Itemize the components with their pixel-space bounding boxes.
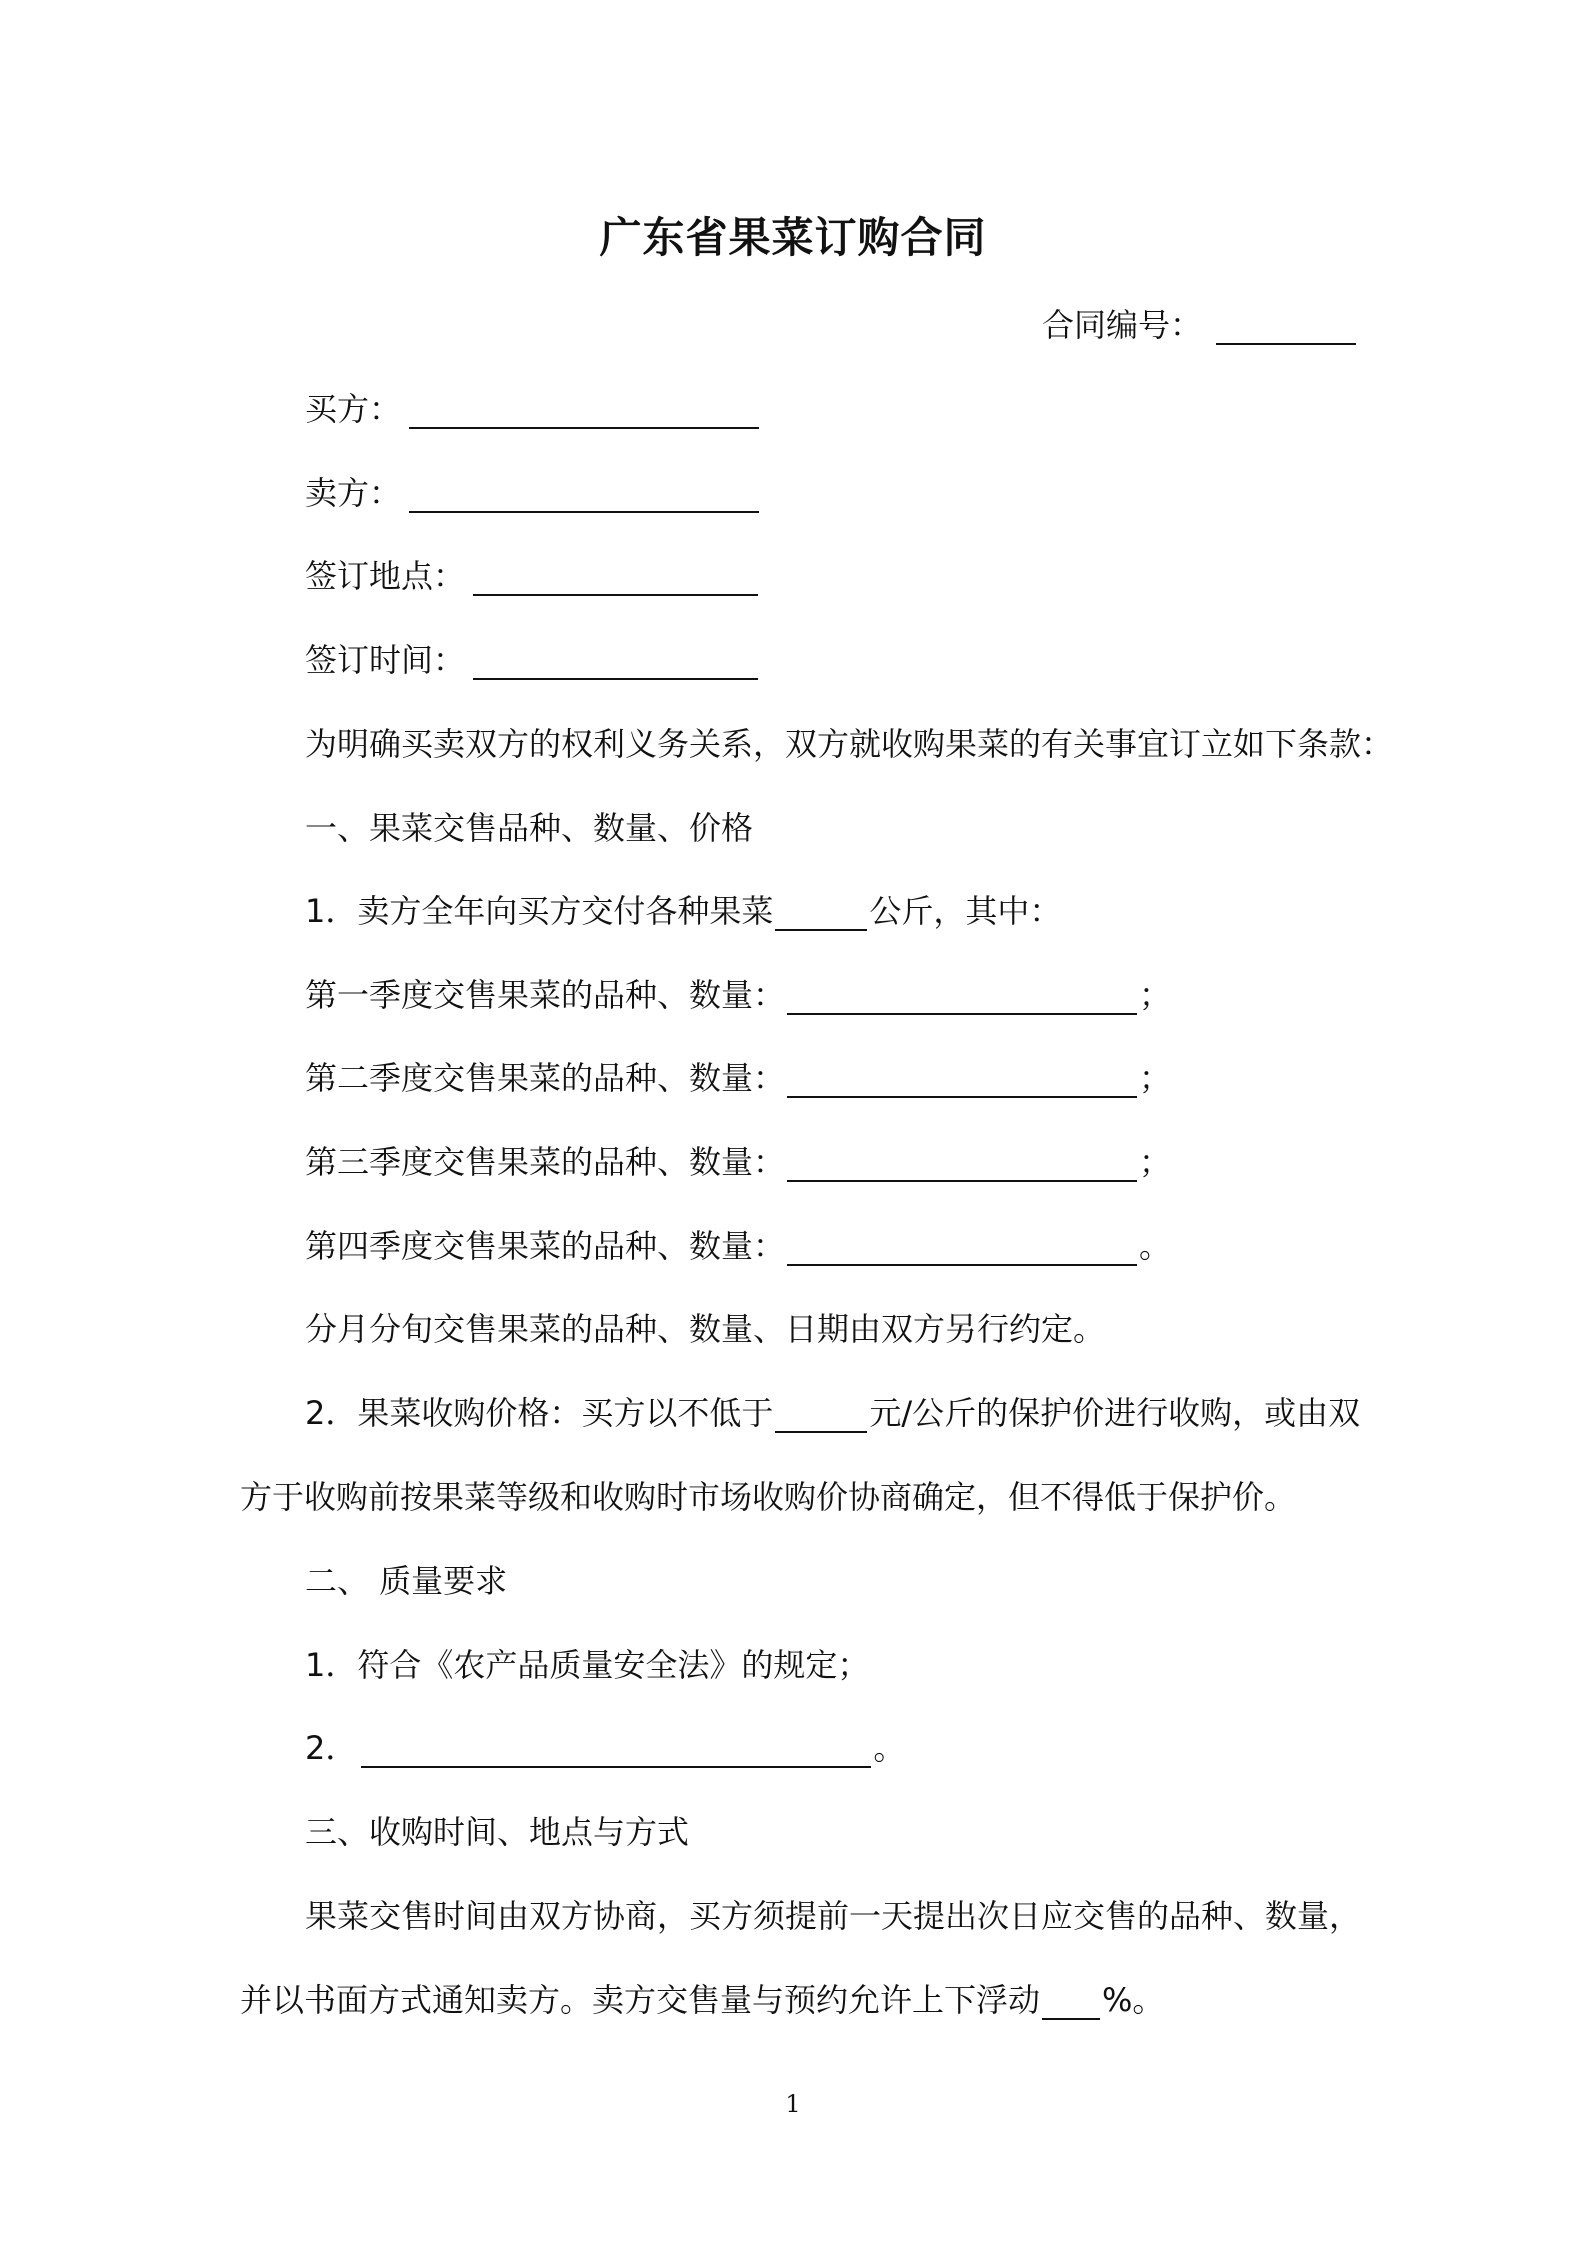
- contract-number-row: [1042, 305, 1358, 345]
- s3-para-2-text: 并以书面方式通知卖方。卖方交售量与预约允许上下浮动: [240, 1981, 1041, 2019]
- q4-blank[interactable]: [787, 1228, 1137, 1266]
- sign-time-row: [305, 640, 760, 680]
- buyer-label: 买方：: [305, 390, 402, 428]
- q1-blank[interactable]: [787, 977, 1137, 1015]
- item-2-text: 2．果菜收购价格：买方以不低于: [305, 1394, 774, 1432]
- q2-end: ；: [1139, 1059, 1172, 1097]
- item-1-unit: 公斤，其中：: [869, 892, 1062, 930]
- float-percent-blank[interactable]: [1042, 1982, 1100, 2020]
- q2-row: [305, 1058, 1171, 1098]
- q1-row: [305, 975, 1171, 1015]
- q3-blank[interactable]: [787, 1144, 1137, 1182]
- section-1-heading: 一、果菜交售品种、数量、价格: [305, 809, 754, 847]
- quality-requirement-blank[interactable]: [361, 1730, 871, 1768]
- page-number: 1: [785, 2090, 801, 2118]
- section-1-item-1: [305, 891, 1061, 931]
- seller-blank[interactable]: [409, 475, 759, 513]
- q2-blank[interactable]: [787, 1060, 1137, 1098]
- section-2-item-2: [305, 1728, 905, 1768]
- buyer-row: [305, 389, 761, 429]
- q4-row: [305, 1226, 1171, 1266]
- sign-place-row: [305, 556, 760, 596]
- sign-time-label: 签订时间：: [305, 641, 466, 679]
- contract-number-label: 合同编号：: [1042, 306, 1203, 344]
- q4-label: 第四季度交售果菜的品种、数量：: [305, 1227, 786, 1265]
- sign-place-blank[interactable]: [473, 558, 758, 596]
- q3-end: ；: [1139, 1143, 1172, 1181]
- preamble: 为明确买卖双方的权利义务关系，双方就收购果菜的有关事宜订立如下条款：: [305, 725, 1394, 763]
- section-3-para-1: 果菜交售时间由双方协商，买方须提前一天提出次日应交售的品种、数量，: [305, 1897, 1362, 1935]
- q4-end: 。: [1139, 1227, 1172, 1265]
- monthly-note: 分月分旬交售果菜的品种、数量、日期由双方另行约定。: [305, 1310, 1106, 1348]
- sign-time-blank[interactable]: [473, 642, 758, 680]
- q2-label: 第二季度交售果菜的品种、数量：: [305, 1059, 786, 1097]
- section-2-item-1: 1．符合《农产品质量安全法》的规定；: [305, 1646, 870, 1684]
- buyer-blank[interactable]: [409, 391, 759, 429]
- s2-item-2-end: 。: [873, 1729, 906, 1767]
- item-2-text-after: 元/公斤的保护价进行收购，或由双: [869, 1394, 1361, 1432]
- annual-quantity-blank[interactable]: [775, 893, 867, 931]
- contract-number-blank[interactable]: [1216, 307, 1356, 345]
- s2-item-2-number: 2．: [305, 1729, 358, 1767]
- document-title: 广东省果菜订购合同: [599, 213, 987, 262]
- protection-price-blank[interactable]: [775, 1395, 867, 1433]
- section-3-heading: 三、收购时间、地点与方式: [305, 1813, 690, 1851]
- section-2-heading: 二、 质量要求: [305, 1562, 508, 1600]
- item-1-text: 1．卖方全年向买方交付各种果菜: [305, 892, 774, 930]
- s3-para-2-percent: %。: [1102, 1981, 1165, 2019]
- q3-row: [305, 1142, 1171, 1182]
- q3-label: 第三季度交售果菜的品种、数量：: [305, 1143, 786, 1181]
- q1-label: 第一季度交售果菜的品种、数量：: [305, 976, 786, 1014]
- section-1-item-2: [305, 1393, 1360, 1433]
- section-1-item-2-continued: 方于收购前按果菜等级和收购时市场收购价协商确定，但不得低于保护价。: [240, 1478, 1297, 1516]
- seller-row: [305, 473, 761, 513]
- sign-place-label: 签订地点：: [305, 557, 466, 595]
- section-3-para-2: [240, 1980, 1164, 2020]
- q1-end: ；: [1139, 976, 1172, 1014]
- seller-label: 卖方：: [305, 474, 402, 512]
